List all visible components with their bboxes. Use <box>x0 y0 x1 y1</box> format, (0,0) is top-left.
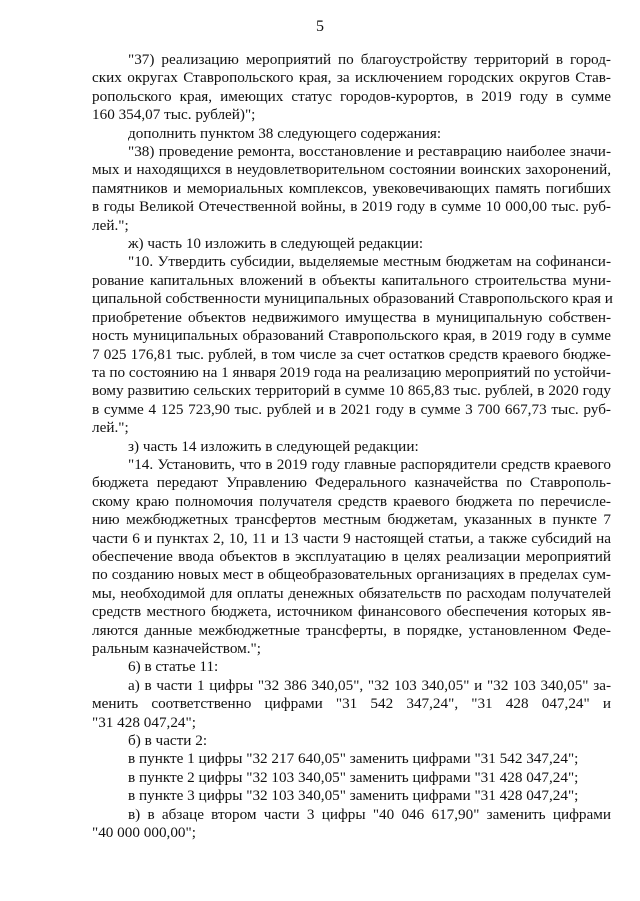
text-line: лей."; <box>92 419 129 437</box>
text-line: лей."; <box>92 216 129 234</box>
text-line: б) в части 2: <box>128 732 208 750</box>
text-line: "14. Установить, что в 2019 году главные распорядители средств краевого <box>128 455 611 473</box>
body-text <box>92 51 611 842</box>
text-line: дополнить пунктом 38 следующего содержания: <box>128 124 442 142</box>
text-line: "37) реализацию мероприятий по благоустройству территорий в город- <box>128 51 611 68</box>
text-line: в годы Великой Отечественной войны, в 2019 году в сумме 10 000,00 тыс. руб- <box>92 198 611 216</box>
text-line: мых и находящихся в неудовлетворительном состоянии воинских захоронений, <box>92 161 611 179</box>
text-line: ность муниципальных образований Ставропольского края, в 2019 году в сумме <box>92 327 611 345</box>
text-line: "38) проведение ремонта, восстановление и реставрацию наиболее значи- <box>128 143 611 161</box>
text-line: "40 000 000,00"; <box>92 824 196 842</box>
text-line: нию межбюджетных трансфертов местным бюджетам, указанных в пункте 7 <box>92 511 611 529</box>
text-line: скому краю полномочия получателя средств краевого бюджета по перечисле- <box>92 492 611 510</box>
text-line: рование капитальных вложений в объекты капитального строительства муни- <box>92 271 611 289</box>
text-line: ципальной собственности муниципальных образований Ставропольского края и <box>92 290 613 308</box>
text-line: "10. Утвердить субсидии, выделяемые местным бюджетам на софинанси- <box>128 253 611 271</box>
text-line: 7 025 176,81 тыс. рублей, в том числе за счет остатков средств краевого бюдже- <box>92 345 611 363</box>
text-line: ральным казначейством."; <box>92 640 261 657</box>
text-line: приобретение объектов недвижимого имущества в муниципальную собствен- <box>92 308 611 326</box>
text-line: в сумме 4 125 723,90 тыс. рублей и в 2021 году в сумме 3 700 667,73 тыс. руб- <box>92 400 611 418</box>
text-line: части 6 и пунктах 2, 10, 11 и 13 части 9 настоящей статьи, а также субсидий на <box>92 529 611 547</box>
text-line: менить соответственно цифрами "31 542 347,24", "31 428 047,24" и <box>92 695 611 713</box>
text-line: в пункте 1 цифры "32 217 640,05" заменить цифрами "31 542 347,24"; <box>128 750 579 768</box>
text-line: "31 428 047,24"; <box>92 713 196 731</box>
text-line: мы, необходимой для оплаты денежных обязательств по расходам получателей <box>92 584 611 602</box>
text-line: ропольского края, имеющих статус городов-курортов, в 2019 году в сумме <box>92 87 611 105</box>
text-line: 160 354,07 тыс. рублей)"; <box>92 106 256 124</box>
text-line: а) в части 1 цифры "32 386 340,05", "32 103 340,05" и "32 103 340,05" за- <box>128 676 611 694</box>
text-line: та по состоянию на 1 января 2019 года на реализацию мероприятий по устойчи- <box>92 363 611 381</box>
text-line: в пункте 3 цифры "32 103 340,05" заменить цифрами "31 428 047,24"; <box>128 787 579 805</box>
text-line: средств местного бюджета, источником финансового обеспечения которых яв- <box>92 603 611 621</box>
text-line: вому развитию сельских территорий в сумме 10 865,83 тыс. рублей, в 2020 году <box>92 382 611 400</box>
text-line: з) часть 14 изложить в следующей редакции: <box>128 437 419 455</box>
text-line: памятников и мемориальных комплексов, увековечивающих память погибших <box>92 179 611 197</box>
page-number: 5 <box>316 18 324 35</box>
text-line: обеспечение ввода объектов в эксплуатацию в целях реализации мероприятий <box>92 547 611 565</box>
text-line: ж) часть 10 изложить в следующей редакции: <box>128 235 424 253</box>
text-line: ских округах Ставропольского края, за исключением городских округов Став- <box>92 69 611 87</box>
text-line: 6) в статье 11: <box>128 658 219 676</box>
text-line: в пункте 2 цифры "32 103 340,05" заменить цифрами "31 428 047,24"; <box>128 768 579 786</box>
text-line: бюджета передают Управлению Федерального казначейства по Ставрополь- <box>92 474 611 492</box>
text-line: по созданию новых мест в общеобразовательных организациях в пределах сум- <box>92 566 611 584</box>
text-line: ляются данные межбюджетные трансферты, в порядке, установленном Феде- <box>92 621 611 639</box>
text-line: в) в абзаце втором части 3 цифры "40 046 617,90" заменить цифрами <box>128 805 611 823</box>
